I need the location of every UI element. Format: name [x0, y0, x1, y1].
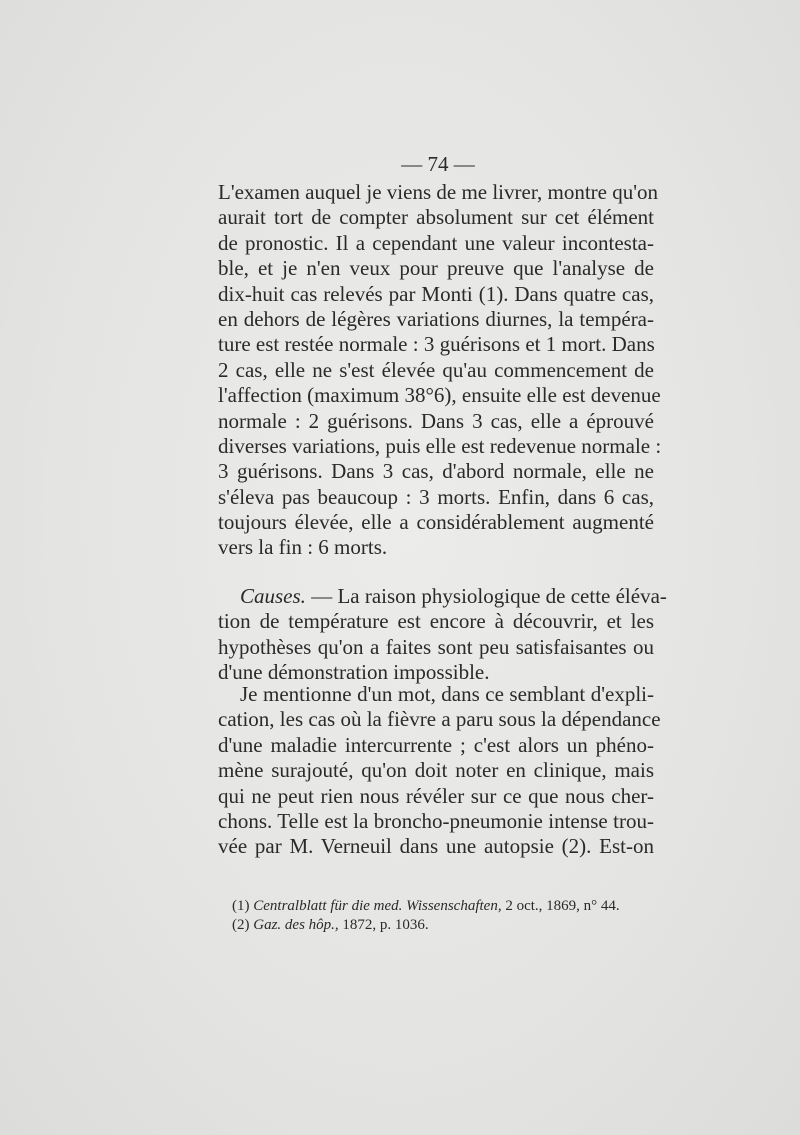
footnote-reference: 1872, p. 1036.	[342, 917, 429, 933]
footnote-1	[232, 897, 672, 916]
text-line: 2 cas, elle ne s'est élevée qu'au commencement de	[218, 357, 654, 382]
text-line-with-heading	[218, 584, 667, 609]
paragraph-causes	[218, 584, 667, 686]
text-line: chons. Telle est la broncho-pneumonie intense trou-	[218, 808, 654, 833]
text-line: en dehors de légères variations diurnes, la tempéra-	[218, 306, 654, 331]
footnote-reference: 2 oct., 1869, n° 44.	[505, 898, 620, 914]
text-line: l'affection (maximum 38°6), ensuite elle est devenue	[218, 383, 661, 408]
text-line: aurait tort de compter absolument sur cet élément	[218, 205, 654, 230]
text-line: vers la fin : 6 morts.	[218, 535, 388, 560]
text-line: d'une démonstration impossible.	[218, 660, 490, 685]
text-line: hypothèses qu'on a faites sont peu satisfaisantes ou	[218, 634, 654, 659]
text-line: diverses variations, puis elle est redevenue normale :	[218, 433, 662, 458]
text-line: mène surajouté, qu'on doit noter en clinique, mais	[218, 758, 654, 783]
text-line: qui ne peut rien nous révéler sur ce que nous cher-	[218, 783, 654, 808]
text-fragment: — La raison physiologique de cette éléva-	[305, 584, 667, 608]
text-line: tion de température est encore à découvrir, et les	[218, 609, 654, 634]
section-heading-causes: Causes.	[240, 584, 306, 608]
footnotes	[232, 897, 672, 935]
text-line: cation, les cas où la fièvre a paru sous la dépendance	[218, 707, 661, 732]
text-line: d'une maladie intercurrente ; c'est alors un phéno-	[218, 732, 654, 757]
text-line: toujours élevée, elle a considérablement augmenté	[218, 510, 654, 535]
text-line: L'examen auquel je viens de me livrer, montre qu'on	[218, 180, 658, 204]
paragraph-prognosis	[218, 180, 662, 561]
footnote-journal: Gaz. des hôp.,	[253, 917, 339, 933]
page-number: — 74 —	[401, 152, 475, 176]
footnote-number: (1)	[232, 898, 250, 914]
text-line: Je mentionne d'un mot, dans ce semblant d'expli-	[240, 682, 654, 706]
text-line: de pronostic. Il a cependant une valeur incontesta-	[218, 230, 654, 255]
footnote-number: (2)	[232, 917, 250, 933]
footnote-journal: Centralblatt für die med. Wissenschaften,	[253, 898, 502, 914]
text-line: s'éleva pas beaucoup : 3 morts. Enfin, dans 6 cas,	[218, 484, 654, 509]
footnote-2	[232, 916, 672, 935]
text-line: 3 guérisons. Dans 3 cas, d'abord normale, elle ne	[218, 459, 654, 484]
text-line: ble, et je n'en veux pour preuve que l'analyse de	[218, 256, 654, 281]
text-line: ture est restée normale : 3 guérisons et 1 mort. Dans	[218, 332, 655, 357]
text-line: normale : 2 guérisons. Dans 3 cas, elle a éprouvé	[218, 408, 654, 433]
text-line: dix-huit cas relevés par Monti (1). Dans quatre cas,	[218, 281, 654, 306]
paragraph-intercurrent	[218, 682, 661, 860]
text-line: vée par M. Verneuil dans une autopsie (2). Est-on	[218, 834, 654, 859]
